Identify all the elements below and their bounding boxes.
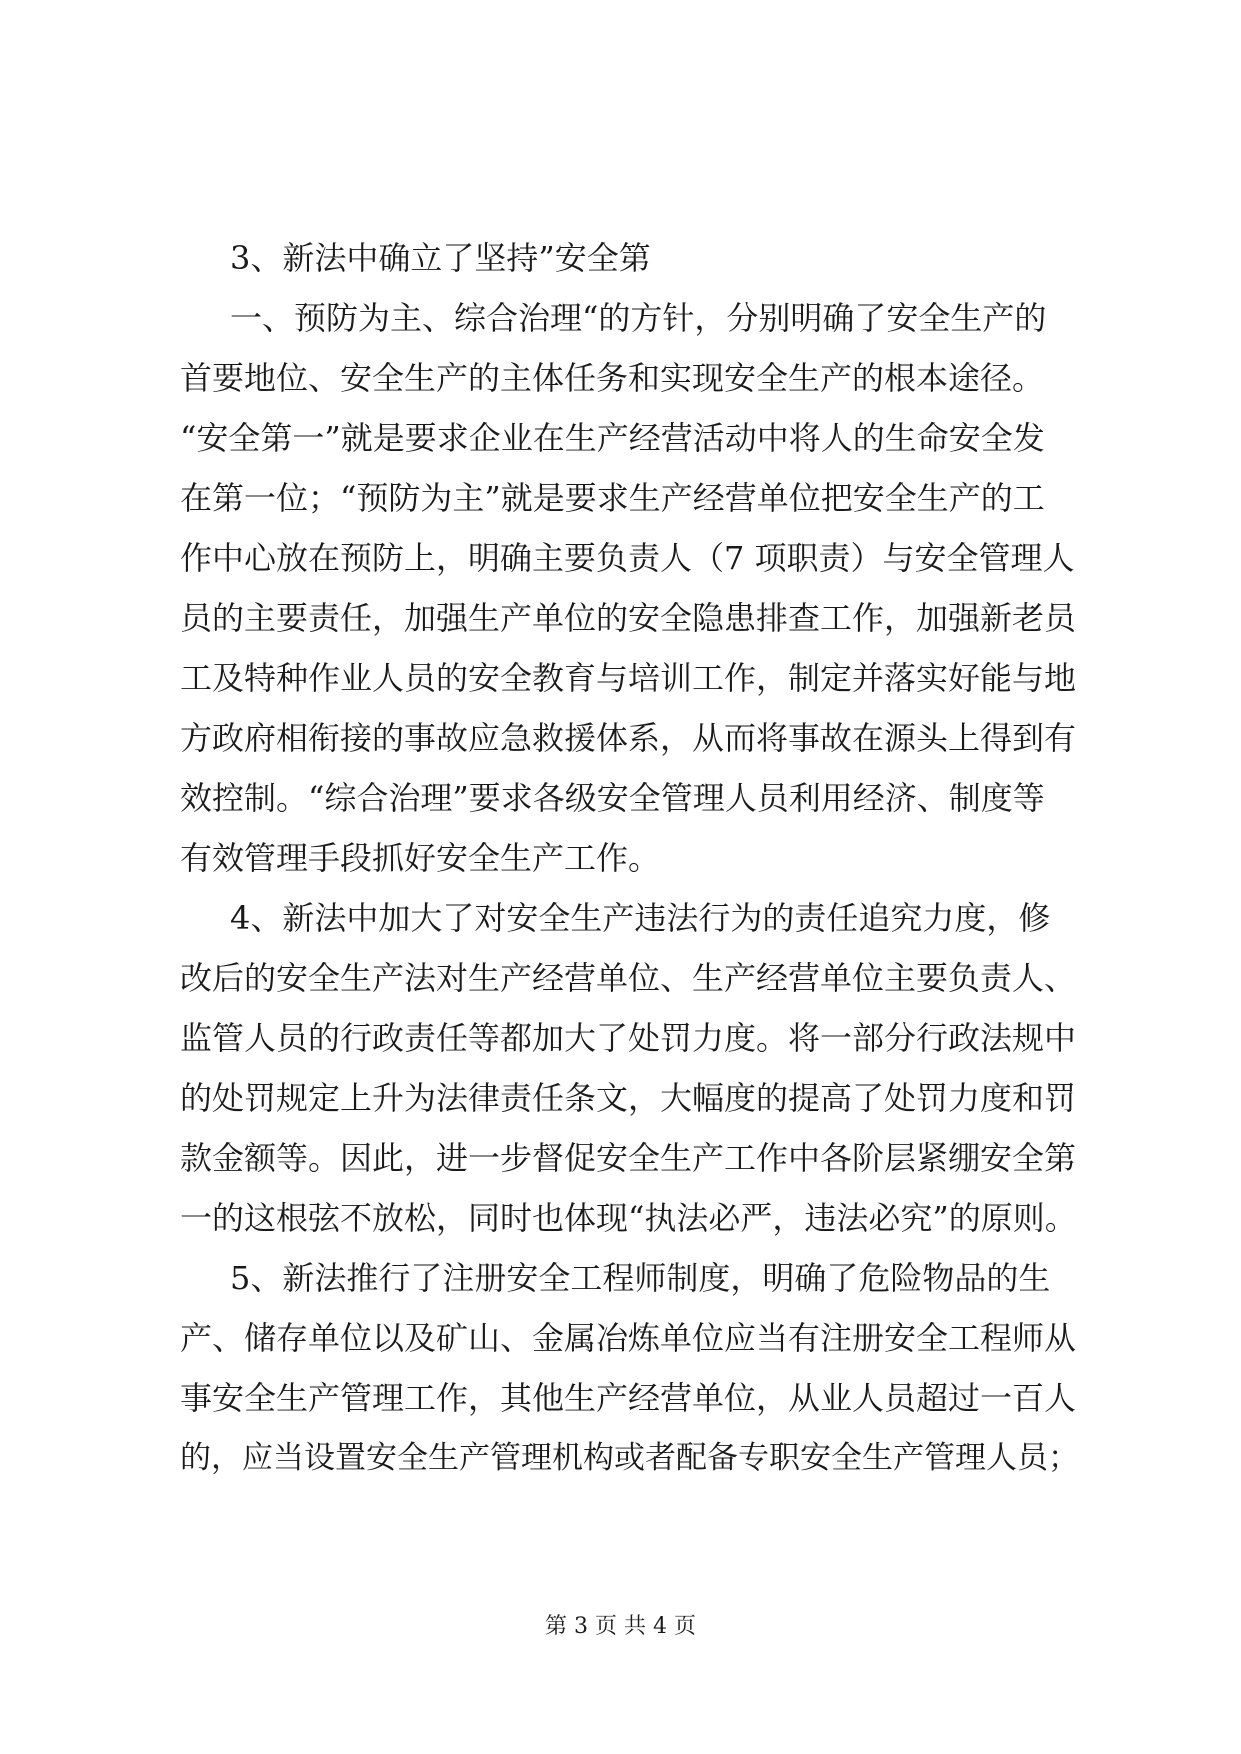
paragraph-3-line-6: 作中心放在预防上，明确主要负责人（7 项职责）与安全管理人 xyxy=(180,539,1075,577)
paragraph-3-line-8: 工及特种作业人员的安全教育与培训工作，制定并落实好能与地 xyxy=(180,659,1077,697)
paragraph-3-line-10: 效控制。“综合治理”要求各级安全管理人员利用经济、制度等 xyxy=(180,779,1045,817)
paragraph-3-line-9: 方政府相衔接的事故应急救援体系，从而将事故在源头上得到有 xyxy=(180,719,1077,757)
paragraph-5-line-3: 事安全生产管理工作，其他生产经营单位，从业人员超过一百人 xyxy=(180,1379,1077,1417)
paragraph-3-line-7: 员的主要责任，加强生产单位的安全隐患排查工作，加强新老员 xyxy=(180,599,1077,637)
paragraph-3-line-2: 一、预防为主、综合治理“的方针，分别明确了安全生产的 xyxy=(230,299,1047,337)
paragraph-4-line-6: 一的这根弦不放松，同时也体现“执法必严，违法必究”的原则。 xyxy=(180,1199,1077,1237)
paragraph-4-line-2: 改后的安全生产法对生产经营单位、生产经营单位主要负责人、 xyxy=(180,959,1077,997)
document-body xyxy=(180,228,1080,1488)
paragraph-4-line-1: 4、新法中加大了对安全生产违法行为的责任追究力度，修 xyxy=(230,899,1051,937)
paragraph-3-line-4: “安全第一”就是要求企业在生产经营活动中将人的生命安全发 xyxy=(180,419,1045,457)
paragraph-5-line-2: 产、储存单位以及矿山、金属冶炼单位应当有注册安全工程师从 xyxy=(180,1319,1077,1357)
paragraph-4-line-5: 款金额等。因此，进一步督促安全生产工作中各阶层紧绷安全第 xyxy=(180,1139,1077,1177)
paragraph-3-line-3: 首要地位、安全生产的主体任务和实现安全生产的根本途径。 xyxy=(180,359,1045,397)
paragraph-5-line-1: 5、新法推行了注册安全工程师制度，明确了危险物品的生 xyxy=(230,1259,1051,1297)
paragraph-4-line-3: 监管人员的行政责任等都加大了处罚力度。将一部分行政法规中 xyxy=(180,1019,1077,1057)
paragraph-3-line-5: 在第一位；“预防为主”就是要求生产经营单位把安全生产的工 xyxy=(180,479,1045,517)
paragraph-5-line-4: 的，应当设置安全生产管理机构或者配备专职安全生产管理人员； xyxy=(180,1440,1079,1476)
paragraph-3-line-11: 有效管理手段抓好安全生产工作。 xyxy=(180,839,661,877)
paragraph-3-line-1: 3、新法中确立了坚持”安全第 xyxy=(230,239,651,277)
paragraph-4-line-4: 的处罚规定上升为法律责任条文，大幅度的提高了处罚力度和罚 xyxy=(180,1079,1077,1117)
page-number-footer: 第 3 页 共 4 页 xyxy=(545,1614,696,1639)
